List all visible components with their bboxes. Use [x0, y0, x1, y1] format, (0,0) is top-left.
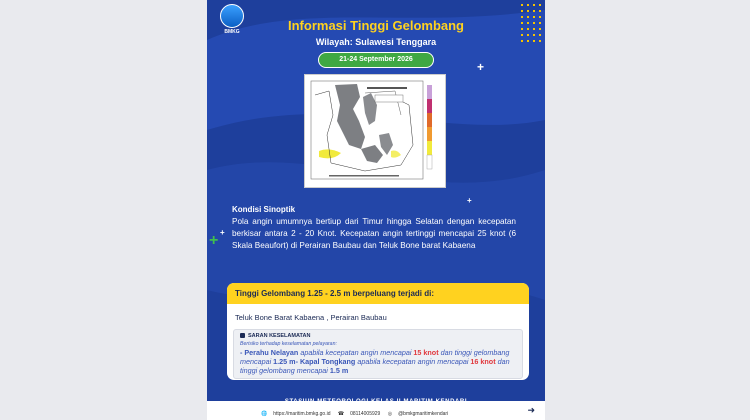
wave-height-map [304, 74, 446, 188]
wind-threshold-fishing: 15 knot [413, 348, 439, 357]
globe-icon: 🌐 [261, 411, 268, 417]
affected-locations: Teluk Bone Barat Kabaena , Perairan Baubau [235, 313, 387, 322]
poster [207, 0, 545, 420]
instagram-icon: ◎ [387, 411, 393, 417]
wave-threshold-barge: 1.5 m [329, 366, 349, 375]
safety-advice-box [233, 329, 523, 379]
arrow-right-icon[interactable]: ➜ [527, 405, 535, 415]
decorative-plus-icon: + [477, 60, 485, 74]
safety-advice-text [240, 348, 516, 375]
vessel-fishing-boat: - Perahu Nelayan [240, 348, 299, 357]
decorative-plus-icon: + [209, 232, 219, 249]
phone-number: 08114005929 [350, 411, 381, 417]
wave-threshold-fishing: 1.25 m [273, 357, 296, 366]
logo-text: BMKG [224, 29, 240, 35]
social-handle[interactable]: @bmkgmaritimkendari [398, 411, 449, 417]
wave-warning-card [227, 283, 529, 380]
date-range-badge: 21-24 September 2026 [318, 52, 434, 68]
page-subtitle: Wilayah: Sulawesi Tenggara [315, 37, 437, 47]
advice-text-part: dan tinggi gelombang mencapai [240, 348, 510, 366]
safety-advice-intro: Berisiko terhadap keselamatan pelayaran: [240, 341, 337, 347]
wind-threshold-barge: 16 knot [470, 357, 496, 366]
advice-text-part: apabila kecepatan angin mencapai [298, 348, 414, 357]
footer-contacts [261, 411, 454, 417]
advice-text-part: dan tinggi gelombang mencapai [240, 357, 510, 375]
safety-advice-title-text: SARAN KESELAMATAN [248, 333, 311, 339]
alert-icon [240, 333, 245, 338]
vessel-barge: - Kapal Tongkang [295, 357, 356, 366]
synoptic-heading: Kondisi Sinoptik [232, 205, 296, 214]
page-title: Informasi Tinggi Gelombang [288, 18, 464, 33]
decorative-plus-icon: + [467, 196, 472, 205]
map-graphic [305, 75, 445, 187]
synoptic-description: Pola angin umumnya bertiup dari Timur hingga Selatan dengan kecepatan berkisar antara 2 - 20 Knot. Kecepatan angin tertinggi mencapai 25 knot (6 Skala Beaufort) di Perairan Baubau dan Teluk Bone barat Kabaena [232, 217, 516, 250]
website-link[interactable]: https://maritim.bmkg.go.id [273, 411, 331, 417]
decorative-plus-icon: + [220, 228, 225, 237]
advice-text-part: apabila kecepatan angin mencapai [355, 357, 471, 366]
footer [207, 401, 545, 420]
phone-icon: ☎ [337, 411, 345, 417]
safety-advice-title [240, 333, 516, 339]
wave-warning-heading: Tinggi Gelombang 1.25 - 2.5 m berpeluang terjadi di: [227, 283, 529, 304]
